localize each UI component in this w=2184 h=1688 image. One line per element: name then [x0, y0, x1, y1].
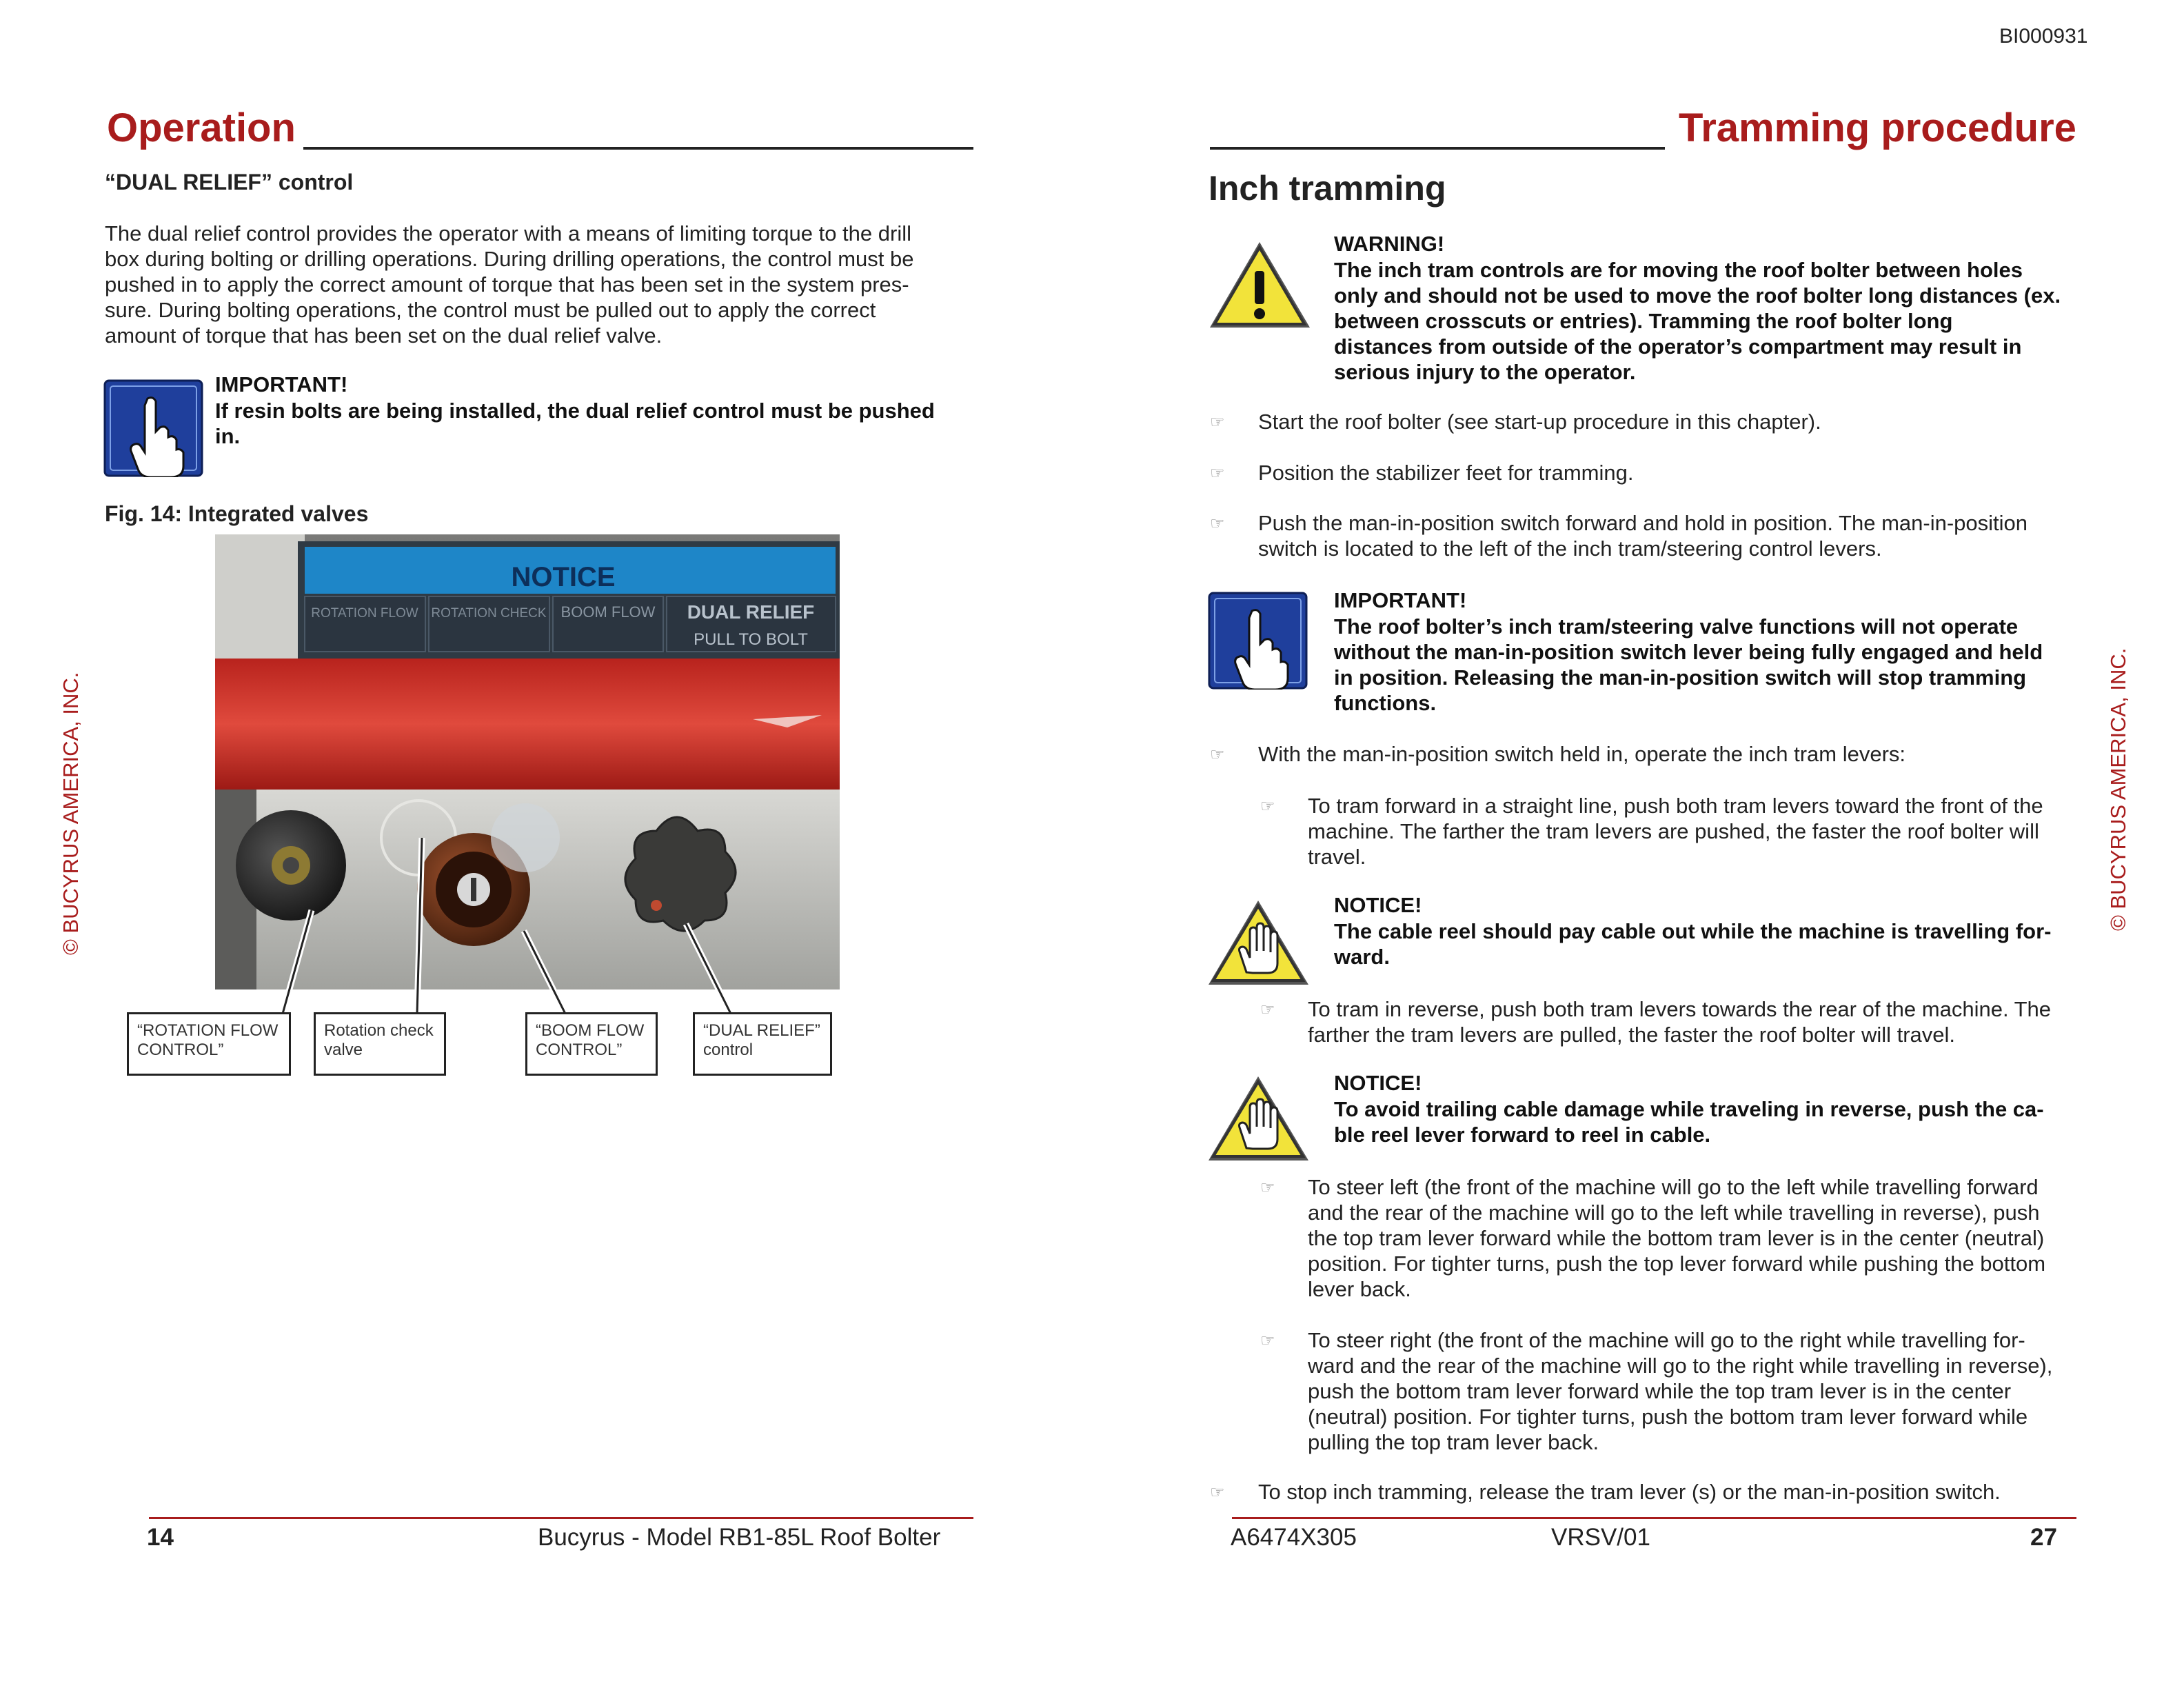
- right-footer-code: A6474X305: [1231, 1524, 1357, 1551]
- callout-line: control: [703, 1041, 754, 1059]
- step-line: To steer left (the front of the machine will go to the left while travelling forward: [1308, 1175, 2039, 1199]
- warning-line: between crosscuts or entries). Tramming the roof bolter long: [1334, 309, 1953, 333]
- important-line: without the man-in-position switch lever being fully engaged and held: [1334, 640, 2043, 664]
- step-line: To stop inch tramming, release the tram lever (s) or the man-in-position switch.: [1258, 1480, 2001, 1504]
- right-footer-revision: VRSV/01: [1551, 1524, 1650, 1551]
- step-line: Start the roof bolter (see start-up procedure in this chapter).: [1258, 410, 1821, 434]
- right-page-title: Tramming procedure: [1679, 106, 2076, 150]
- step-stop-tramming: [1258, 1479, 2120, 1505]
- step-line: Push the man-in-position switch forward and hold in position. The man-in-position: [1258, 511, 2028, 535]
- left-page-number: 14: [147, 1524, 174, 1551]
- step-line: With the man-in-position switch held in, operate the inch tram levers:: [1258, 742, 1906, 766]
- right-footer-rule: [1232, 1517, 2076, 1519]
- important-hand-icon: [1208, 592, 1308, 690]
- paragraph-line: pushed in to apply the correct amount of torque that has been set in the system pres-: [105, 272, 909, 297]
- step-line: switch is located to the left of the inch tram/steering control levers.: [1258, 536, 1882, 561]
- warning-icon: [1206, 238, 1313, 331]
- substep-tram-forward: [1308, 793, 2121, 870]
- important-line: in position. Releasing the man-in-position switch will stop tramming: [1334, 665, 2027, 690]
- important-line: If resin bolts are being installed, the dual relief control must be pushed: [215, 399, 935, 423]
- left-footer-rule: [149, 1517, 973, 1519]
- step-start: [1258, 409, 2120, 434]
- step-line: (neutral) position. For tighter turns, push the bottom tram lever forward while: [1308, 1405, 2028, 1429]
- pointing-hand-bullet-icon: ☞: [1260, 1332, 1275, 1350]
- panel-label: ROTATION FLOW: [311, 606, 418, 621]
- panel-sub-label: PULL TO BOLT: [694, 630, 808, 649]
- callout-line: valve: [324, 1041, 363, 1059]
- step-line: travel.: [1308, 845, 1366, 869]
- pointing-hand-bullet-icon: ☞: [1260, 1001, 1275, 1019]
- callout-line: “DUAL RELIEF”: [703, 1021, 820, 1040]
- step-line: Position the stabilizer feet for tramming.: [1258, 461, 1634, 485]
- left-page-title: Operation: [107, 106, 296, 150]
- step-line: farther the tram levers are pulled, the faster the roof bolter will travel.: [1308, 1023, 1956, 1047]
- callout-line: “BOOM FLOW: [536, 1021, 645, 1040]
- notice-text: [1334, 1096, 2120, 1147]
- panel-label: ROTATION CHECK: [431, 606, 547, 621]
- step-line: To tram forward in a straight line, push both tram levers toward the front of the: [1308, 794, 2043, 818]
- important-text: [1334, 614, 2120, 716]
- warning-line: serious injury to the operator.: [1334, 360, 1636, 384]
- step-line: push the bottom tram lever forward while the top tram lever is in the center: [1308, 1379, 2012, 1403]
- substep-tram-reverse: [1308, 996, 2121, 1047]
- important-line: The roof bolter’s inch tram/steering valve functions will not operate: [1334, 614, 2019, 639]
- paragraph-line: sure. During bolting operations, the control must be pulled out to apply the correct: [105, 298, 876, 322]
- pointing-hand-bullet-icon: ☞: [1260, 1178, 1275, 1197]
- step-operate-levers: [1258, 741, 2120, 767]
- step-line: and the rear of the machine will go to the left while travelling in reverse), push: [1308, 1200, 2040, 1225]
- notice-hand-icon: [1205, 1072, 1312, 1163]
- callout-dual-relief: [693, 1012, 832, 1076]
- pointing-hand-bullet-icon: ☞: [1210, 464, 1225, 483]
- pointing-hand-bullet-icon: ☞: [1260, 797, 1275, 816]
- pointing-hand-bullet-icon: ☞: [1210, 745, 1225, 764]
- callout-line: “ROTATION FLOW: [137, 1021, 279, 1040]
- title-rule: [1210, 147, 1665, 150]
- step-man-in-position: [1258, 510, 2120, 561]
- right-page-number: 27: [2030, 1524, 2057, 1551]
- step-line: position. For tighter turns, push the top lever forward while pushing the bottom: [1308, 1252, 2046, 1276]
- notice-line: ward.: [1334, 945, 1390, 969]
- dual-relief-subtitle: “DUAL RELIEF” control: [105, 170, 354, 194]
- notice-heading: NOTICE!: [1334, 1071, 1422, 1095]
- callout-rotation-flow: [127, 1012, 291, 1076]
- step-line: the top tram lever forward while the bottom tram lever is in the center (neutral): [1308, 1226, 2045, 1250]
- left-copyright: © BUCYRUS AMERICA, INC.: [59, 672, 83, 955]
- right-copyright: © BUCYRUS AMERICA, INC.: [2106, 647, 2130, 931]
- warning-line: only and should not be used to move the roof bolter long distances (ex.: [1334, 283, 2061, 308]
- important-heading: IMPORTANT!: [1334, 588, 1467, 612]
- pointing-hand-bullet-icon: ☞: [1210, 1483, 1225, 1502]
- notice-line: ble reel lever forward to reel in cable.: [1334, 1123, 1711, 1147]
- figure-caption: Fig. 14: Integrated valves: [105, 501, 369, 526]
- step-line: lever back.: [1308, 1277, 1411, 1301]
- step-stabilizer: [1258, 460, 2120, 485]
- warning-line: distances from outside of the operator’s compartment may result in: [1334, 334, 2022, 359]
- paragraph-line: The dual relief control provides the operator with a means of limiting torque to the drill: [105, 221, 911, 245]
- warning-text: [1334, 257, 2120, 385]
- callout-boom-flow: [525, 1012, 658, 1076]
- callout-line: Rotation check: [324, 1021, 434, 1040]
- step-line: ward and the rear of the machine will go to the right while travelling in reverse),: [1308, 1354, 2053, 1378]
- notice-hand-icon: [1205, 896, 1312, 987]
- important-line: functions.: [1334, 691, 1437, 715]
- important-heading: IMPORTANT!: [215, 372, 348, 396]
- notice-text: [1334, 918, 2120, 969]
- callout-rotation-check: [314, 1012, 446, 1076]
- pointing-hand-bullet-icon: ☞: [1210, 514, 1225, 533]
- paragraph-line: box during bolting or drilling operations. During drilling operations, the control must be: [105, 247, 914, 271]
- step-line: machine. The farther the tram levers are pushed, the faster the roof bolter will: [1308, 819, 2039, 843]
- callout-line: CONTROL”: [137, 1041, 224, 1059]
- notice-heading: NOTICE!: [1334, 893, 1422, 917]
- panel-label: DUAL RELIEF: [687, 601, 815, 623]
- pointing-hand-bullet-icon: ☞: [1210, 413, 1225, 432]
- doc-code: BI000931: [1999, 25, 2088, 48]
- notice-label: NOTICE: [511, 562, 616, 592]
- panel-label: BOOM FLOW: [560, 603, 656, 621]
- substep-steer-right: [1308, 1327, 2121, 1455]
- notice-line: The cable reel should pay cable out while the machine is travelling for-: [1334, 919, 2052, 943]
- callout-line: CONTROL”: [536, 1041, 623, 1059]
- step-line: pulling the top tram lever back.: [1308, 1430, 1599, 1454]
- step-line: To tram in reverse, push both tram levers towards the rear of the machine. The: [1308, 997, 2052, 1021]
- inch-tramming-heading: Inch tramming: [1209, 169, 1446, 208]
- substep-steer-left: [1308, 1174, 2121, 1302]
- important-line: in.: [215, 424, 241, 448]
- notice-line: To avoid trailing cable damage while traveling in reverse, push the ca-: [1334, 1097, 2044, 1121]
- step-line: To steer right (the front of the machine will go to the right while travelling for-: [1308, 1328, 2025, 1352]
- warning-heading: WARNING!: [1334, 232, 1445, 256]
- left-footer-title: Bucyrus - Model RB1-85L Roof Bolter: [538, 1524, 941, 1551]
- paragraph-line: amount of torque that has been set on the dual relief valve.: [105, 323, 663, 348]
- warning-line: The inch tram controls are for moving the roof bolter between holes: [1334, 258, 2023, 282]
